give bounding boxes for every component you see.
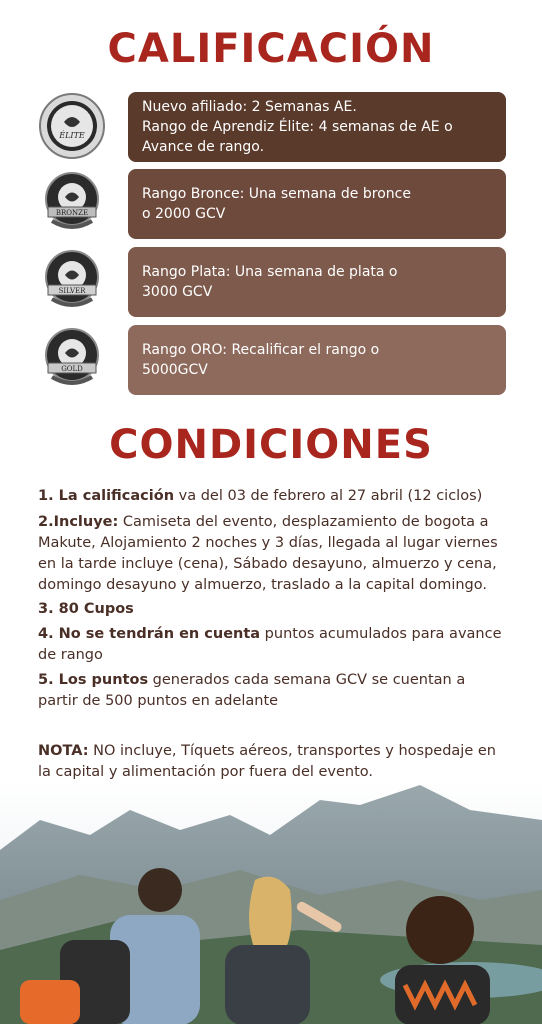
calificacion-title: CALIFICACIÓN — [107, 26, 435, 72]
rank-line: Nuevo afiliado: 2 Semanas AE. — [142, 99, 357, 115]
note-text: NO incluye, Tíquets aéreos, transportes y hospedaje en la capital y alimentación por fuera del evento. — [38, 743, 496, 780]
condition-bold: 3. 80 Cupos — [38, 601, 134, 617]
rank-line: Rango de Aprendiz Élite: 4 semanas de AE o Avance de rango. — [142, 119, 453, 155]
condition-bold: 1. La calificación — [38, 488, 175, 504]
condition-bold: 5. Los puntos — [38, 672, 149, 688]
mountain-hikers-illustration — [0, 780, 542, 1024]
rank-line: 3000 GCV — [142, 284, 213, 300]
svg-text:SILVER: SILVER — [58, 287, 86, 295]
elite-badge-icon — [38, 92, 106, 160]
note — [38, 741, 508, 783]
condition-5 — [38, 670, 508, 712]
rank-line: Rango Plata: Una semana de plata o — [142, 264, 398, 280]
bronze-badge-icon — [38, 169, 106, 237]
rank-row-gold — [38, 325, 506, 395]
rank-row-bronze — [38, 169, 506, 239]
condition-text: va del 03 de febrero al 27 abril (12 ciclos) — [174, 488, 483, 504]
rank-line: Rango ORO: Recalificar el rango o — [142, 342, 380, 358]
condition-1 — [38, 486, 508, 507]
note-label: NOTA: — [38, 743, 89, 759]
svg-text:GOLD: GOLD — [61, 365, 83, 373]
condition-3 — [38, 599, 508, 620]
rank-line: 5000GCV — [142, 362, 208, 378]
condiciones-title: CONDICIONES — [109, 422, 433, 468]
rank-box-silver — [128, 247, 506, 317]
rank-row-elite — [38, 92, 506, 162]
condition-2 — [38, 512, 508, 596]
condition-bold: 4. No se tendrán en cuenta — [38, 626, 261, 642]
rank-box-bronze — [128, 169, 506, 239]
condition-text: Camiseta del evento, desplazamiento de bogota a Makute, Alojamiento 2 noches y 3 días, llegada al lugar viernes en la tarde incluye (cena), Sábado desayuno, almuerzo y cena, domingo desayuno y almuerzo, traslado a la capital domingo. — [38, 514, 498, 593]
rank-box-elite — [128, 92, 506, 162]
gold-badge-icon — [38, 325, 106, 393]
condition-text: generados cada semana GCV se cuentan a partir de 500 puntos en adelante — [38, 672, 466, 709]
silver-badge-icon — [38, 247, 106, 315]
rank-row-silver — [38, 247, 506, 317]
rank-line: o 2000 GCV — [142, 206, 226, 222]
condition-bold: 2.Incluye: — [38, 514, 119, 530]
condition-4 — [38, 624, 508, 666]
svg-text:BRONZE: BRONZE — [55, 209, 89, 217]
condition-text: puntos acumulados para avance de rango — [38, 626, 502, 663]
rank-box-gold — [128, 325, 506, 395]
svg-text:ÉLITE: ÉLITE — [59, 131, 85, 140]
rank-line: Rango Bronce: Una semana de bronce — [142, 186, 411, 202]
